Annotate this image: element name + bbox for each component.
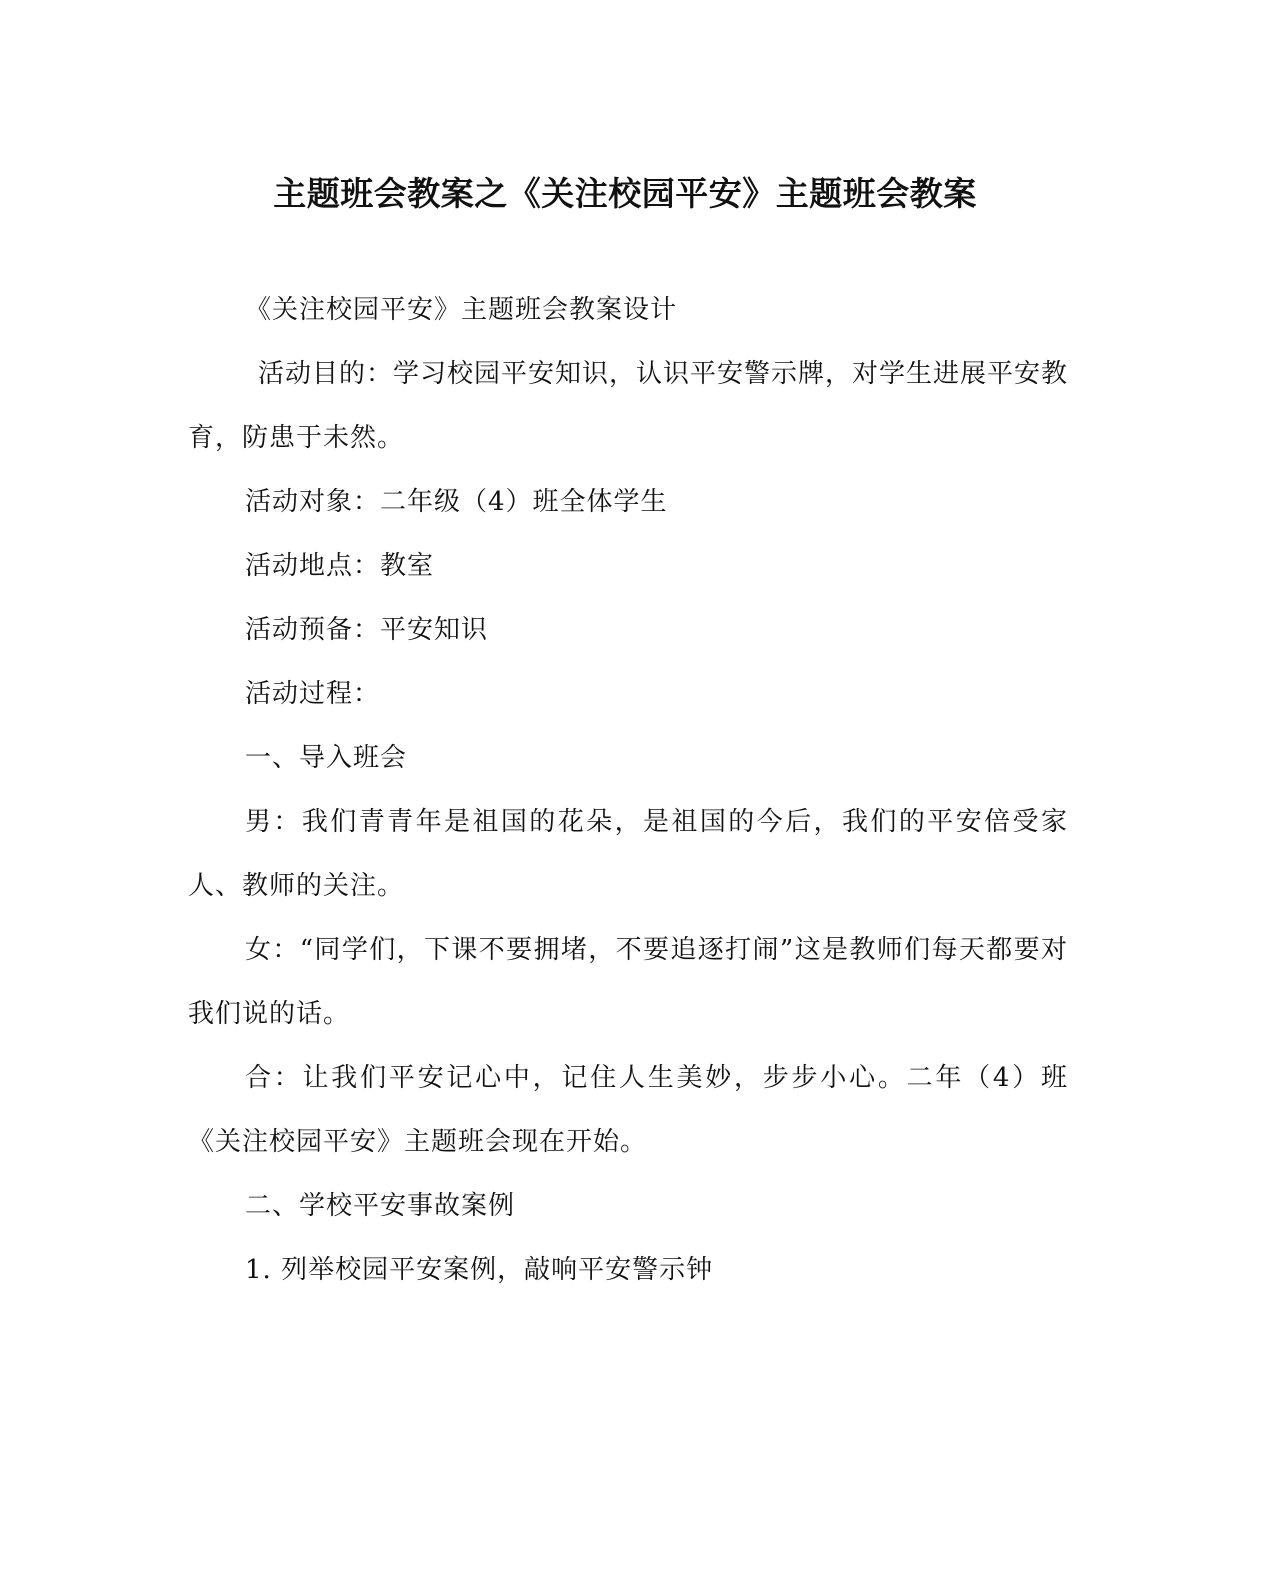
paragraph-male-line: 男：我们青青年是祖国的花朵，是祖国的今后，我们的平安倍受家人、教师的关注。 (188, 807, 1068, 901)
paragraph-subtitle: 《关注校园平安》主题班会教案设计 (245, 295, 678, 325)
paragraph-activity-process: 活动过程： (245, 679, 381, 709)
section-heading-cases: 二、学校平安事故案例 (245, 1191, 516, 1221)
paragraph-activity-preparation: 活动预备：平安知识 (245, 615, 489, 645)
section-heading-intro: 一、导入班会 (245, 743, 408, 773)
list-item-case-1: 1. 列举校园平安案例，敲响平安警示钟 (245, 1255, 714, 1285)
paragraph-activity-location: 活动地点：教室 (245, 551, 435, 581)
paragraph-together-line: 合：让我们平安记心中，记住人生美妙，步步小心。二年（4）班《关注校园平安》主题班会现在开始。 (188, 1063, 1068, 1157)
paragraph-activity-target: 活动对象：二年级（4）班全体学生 (245, 487, 668, 517)
paragraph-activity-purpose: 活动目的：学习校园平安知识，认识平安警示牌，对学生进展平安教育，防患于未然。 (188, 359, 1069, 453)
document-body (188, 278, 1068, 1302)
paragraph-female-line: 女：“同学们，下课不要拥堵，不要追逐打闹”这是教师们每天都要对我们说的话。 (188, 935, 1068, 1029)
document-title: 主题班会教案之《关注校园平安》主题班会教案 (273, 174, 977, 213)
